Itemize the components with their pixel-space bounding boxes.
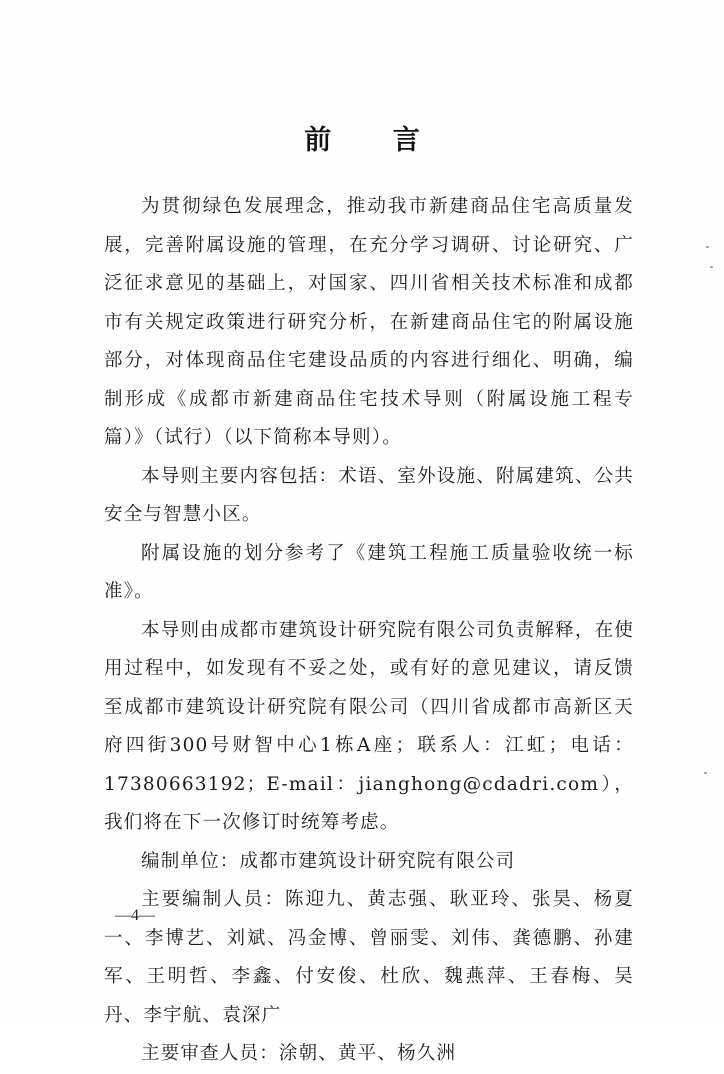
scan-speck — [710, 266, 713, 268]
paragraph-compilers: 主要编制人员：陈迎九、黄志强、耿亚玲、张昊、杨夏一、李博艺、刘斌、冯金博、曾丽雯、刘伟、龚德鹏、孙建军、王明哲、李鑫、付安俊、杜欣、魏燕萍、王春梅、吴丹、李宇航、袁深广 — [104, 889, 634, 1026]
paragraph-intro: 为贯彻绿色发展理念，推动我市新建商品住宅高质量发展，完善附属设施的管理，在充分学习调研、讨论研究、广泛征求意见的基础上，对国家、四川省相关技术标准和成都市有关规定政策进行研究分析，在新建商品住宅的附属设施部分，对体现商品住宅建设品质的内容进行细化、明确，编制形成《成都市新建商品住宅技术导则（附属设施工程专篇）》（试行）（以下简称本导则）。 — [104, 196, 634, 448]
paragraph-reviewers: 主要审查人员：涂朝、黄平、杨久洲 — [141, 1043, 457, 1064]
scan-speck — [706, 246, 709, 248]
paragraph-contents: 本导则主要内容包括：术语、室外设施、附属建筑、公共安全与智慧小区。 — [104, 465, 634, 525]
paragraph-contact: 本导则由成都市建筑设计研究院有限公司负责解释，在使用过程中，如发现有不妥之处，或有好的意见建议，请反馈至成都市建筑设计研究院有限公司（四川省成都市高新区天府四街300号财智中心1栋A座；联系人：江虹；电话：17380663192；E-mail：jianghong@cdadri.com），我们将在下一次修订时统筹考虑。 — [104, 619, 634, 833]
paragraph-reference: 附属设施的划分参考了《建筑工程施工质量验收统一标准》。 — [104, 542, 634, 602]
paragraph-compiling-unit: 编制单位：成都市建筑设计研究院有限公司 — [141, 850, 516, 872]
page-number: —4— — [115, 907, 155, 924]
page-title: 前 言 — [304, 125, 446, 156]
scan-speck — [704, 772, 707, 774]
body-text — [104, 188, 634, 1074]
